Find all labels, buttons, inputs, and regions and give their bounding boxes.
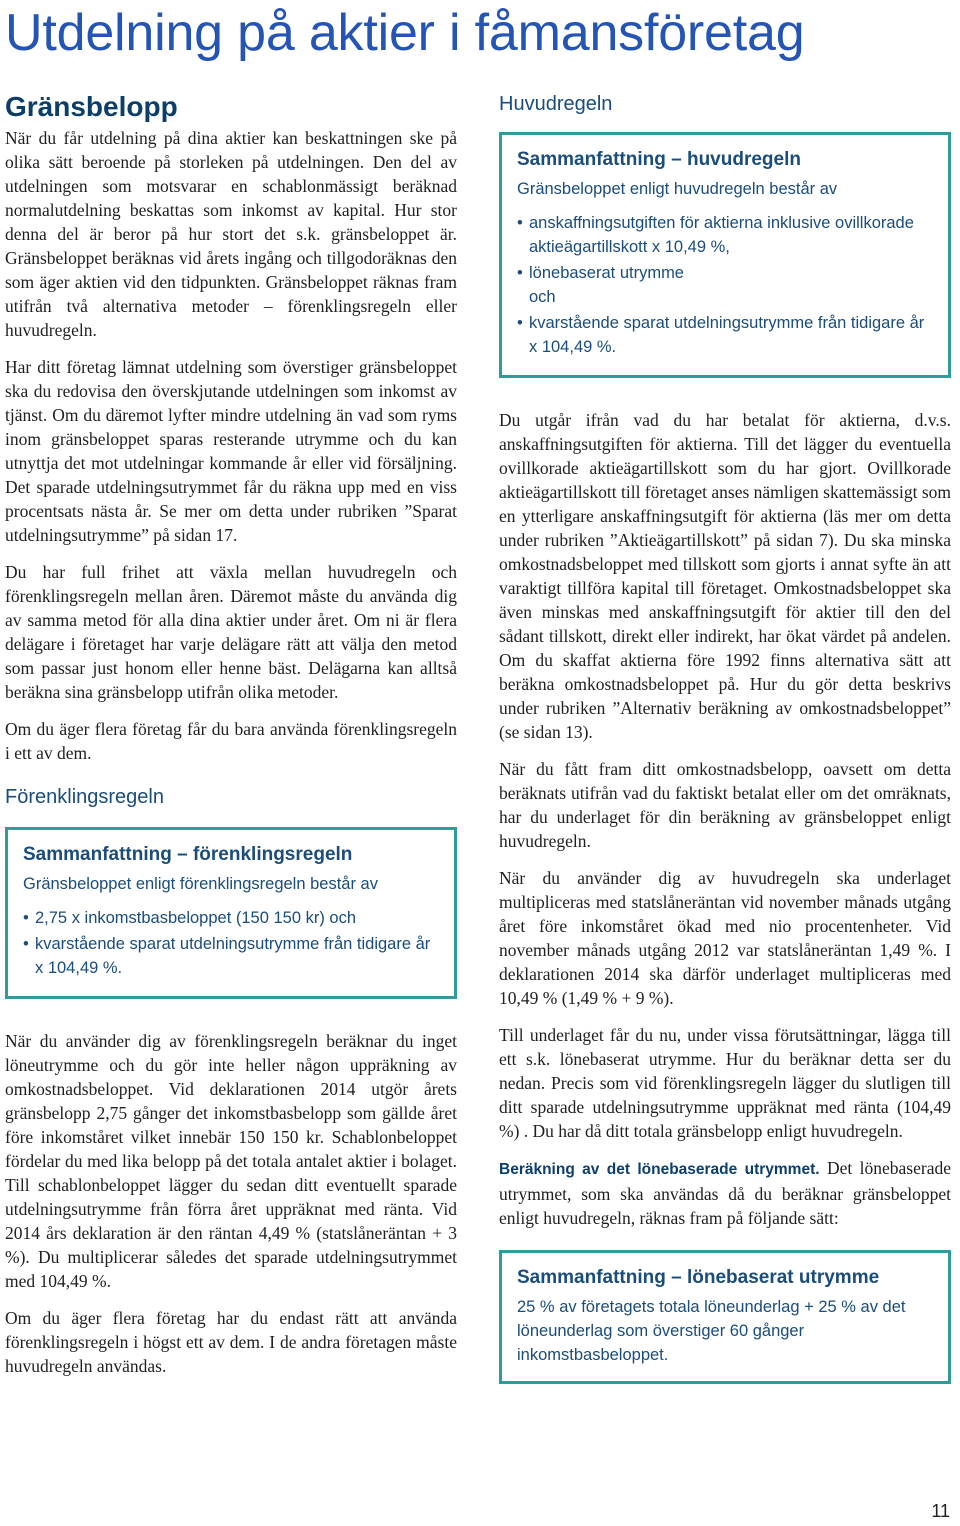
- paragraph-gransbelopp-1: När du får utdelning på dina aktier kan beskattningen ske på olika sätt beroende på storleken på utdelningen. Den del av utdelningen som motsvarar en schablonmässigt beräknad normalutdelning beskattas som inkomst av kapital. Hur stor denna del är beror på hur stort det s.k. gränsbeloppet är. Gränsbeloppet beräknas vid årets ingång och tillgodoräknas den som äger aktien vid den tidpunkten. Gränsbeloppet räknas fram utifrån två alternativa metoder – förenklingsregeln eller huvudregeln.: [5, 128, 457, 340]
- lonebaserat-text: Det lönebaserade utrymmet, som ska användas då du beräknar gränsbeloppet enligt huvudregeln, räknas fram på följande sätt:: [499, 1158, 951, 1228]
- summary-box-huvudregeln: [499, 132, 951, 378]
- box-intro: Gränsbeloppet enligt huvudregeln består av: [517, 180, 838, 198]
- paragraph-gransbelopp-2: Har ditt företag lämnat utdelning som överstiger gränsbeloppet ska du redovisa den överskjutande utdelningen som inkomst av tjänst. Om du däremot lyfter mindre utdelning än vad som ryms inom gränsbeloppet sparas resterande utrymme och du kan utnyttja det mot utdelningar kommande år eller vid försäljning. Det sparade utdelningsutrymmet får du räkna upp med en viss procentsats nästa år. Se mer om detta under rubriken ”Sparat utdelningsutrymme” på sidan 17.: [5, 357, 457, 545]
- box-list: [517, 211, 930, 359]
- list-item: • 2,75 x inkomstbasbeloppet (150 150 kr) och: [23, 906, 436, 930]
- page-title: Utdelning på aktier i fåmansföretag: [5, 4, 805, 62]
- right-column: [499, 90, 951, 1414]
- paragraph-huvudregeln-4: Till underlaget får du nu, under vissa förutsättningar, lägga till ett s.k. lönebaserat utrymme. Hur du beräknar detta ser du nedan. Precis som vid förenklingsregeln lägger du slutligen till ditt sparade utdelningsutrymme uppräknat med ränta (104,49 %) . Du har då ditt totala gränsbelopp enligt huvudregeln.: [499, 1025, 951, 1141]
- paragraph-gransbelopp-4: Om du äger flera företag får du bara använda förenklingsregeln i ett av dem.: [5, 719, 457, 763]
- box-title: Sammanfattning – lönebaserat utrymme: [517, 1267, 880, 1288]
- lonebaserat-heading: Beräkning av det lönebaserade utrymmet.: [499, 1161, 820, 1178]
- paragraph-lonebaserat: [499, 1156, 951, 1230]
- box-text: 25 % av företagets totala löneunderlag + 25 % av det löneunderlag som överstiger 60 gånger inkomstbasbeloppet.: [517, 1298, 906, 1364]
- paragraph-gransbelopp-3: Du har full frihet att växla mellan huvudregeln och förenklingsregeln mellan åren. Däremot måste du använda dig av samma metod för alla dina aktier under året. Om ni är flera delägare i företaget har varje delägare rätt att välja den metod som passar just honom eller henne bäst. Delägarna kan alltså beräkna sina gränsbelopp utifrån olika metoder.: [5, 562, 457, 702]
- page-number: 11: [931, 1501, 950, 1521]
- heading-gransbelopp: Gränsbelopp: [5, 91, 178, 122]
- box-title: Sammanfattning – huvudregeln: [517, 149, 801, 170]
- list-item: • kvarstående sparat utdelningsutrymme från tidigare år x 104,49 %.: [23, 932, 436, 980]
- paragraph-huvudregeln-3: När du använder dig av huvudregeln ska underlaget multipliceras med statslåneräntan vid november månads utgång året före inkomståret ökad med nio procentenheter. Vid november månads utgång 2012 var statslåneräntan 1,49 %. I deklarationen 2014 ska därför underlaget multipliceras med 10,49 % (1,49 % + 9 %).: [499, 868, 951, 1008]
- box-list: [23, 906, 436, 980]
- box-intro: Gränsbeloppet enligt förenklingsregeln består av: [23, 875, 378, 893]
- paragraph-huvudregeln-2: När du fått fram ditt omkostnadsbelopp, oavsett om detta beräknats utifrån vad du faktiskt betalat eller om det omräknats, har du underlaget för din beräkning av gränsbeloppet enligt huvudregeln.: [499, 759, 951, 851]
- paragraph-forenkling-1: När du använder dig av förenklingsregeln beräknar du inget löneutrymme och du gör inte heller någon uppräkning av omkostnadsbeloppet. Vid deklarationen 2014 utgör årets gränsbelopp 2,75 gånger det inkomstbasbelopp som gällde året före inkomståret vilket innebär 150 150 kr. Schablonbeloppet fördelar du med lika belopp på det totala antalet aktier i bolaget. Till schablonbeloppet lägger du sedan ditt eventuellt sparade utdelningsutrymme från förra året uppräknat med ränta. Vid 2014 års deklaration är den räntan 4,49 % (statslåneräntan + 3 %). Du multiplicerar således det sparade utdelningsutrymmet med 104,49 %.: [5, 1031, 457, 1291]
- summary-box-lonebaserat: [499, 1250, 951, 1384]
- list-item: • anskaffningsutgiften för aktierna inklusive ovillkorade aktieägartillskott x 10,49 %,: [517, 211, 930, 259]
- paragraph-huvudregeln-1: Du utgår ifrån vad du har betalat för aktierna, d.v.s. anskaffningsutgiften för aktierna. Till det lägger du eventuella ovillkorade aktieägartillskott som du har gjort. Ovillkorade aktieägartillskott till företaget anses nämligen skattemässigt som en ytterligare anskaffningsutgift för aktierna (läs mer om detta under rubriken ”Aktieägartillskott” på sidan 7). Du ska minska omkostnadsbeloppet med tillskott som gjorts i annat syfte än att varaktigt tillföra kapital till företaget. Omkostnadsbeloppet ska även minskas med anskaffningsutgift för aktier till den del sådant tillskott, direkt eller indirekt, har ökat värdet på andelen. Om du skaffat aktierna före 1992 finns alternativa sätt att beräkna omkostnadsbeloppet på. Hur du gör detta beskrivs under rubriken ”Alternativ beräkning av omkostnadsbeloppet” (se sidan 13).: [499, 410, 951, 742]
- summary-box-forenklingsregeln: [5, 827, 457, 999]
- box-title: Sammanfattning – förenklingsregeln: [23, 844, 353, 865]
- list-item: • kvarstående sparat utdelningsutrymme från tidigare år x 104,49 %.: [517, 311, 930, 359]
- heading-huvudregeln: Huvudregeln: [499, 93, 613, 115]
- heading-forenklingsregeln: Förenklingsregeln: [5, 786, 164, 808]
- left-column: [5, 90, 457, 1391]
- paragraph-forenkling-2: Om du äger flera företag har du endast rätt att använda förenklingsregeln i högst ett av dem. I de andra företagen måste huvudregeln användas.: [5, 1308, 457, 1376]
- list-item: • lönebaserat utrymme och: [517, 261, 930, 309]
